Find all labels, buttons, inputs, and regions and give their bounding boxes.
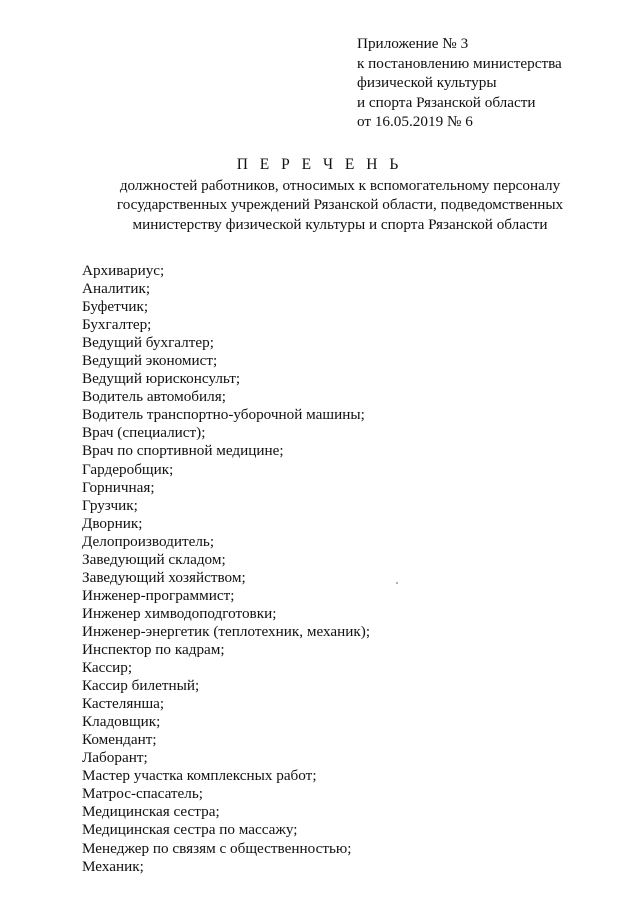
list-item: Инженер-программист; [82,586,235,604]
list-item: Матрос-спасатель; [82,785,204,803]
list-item: Инженер-энергетик (теплотехник, механик); [82,622,371,640]
list-item: Грузчик; [82,496,138,514]
document-subtitle [60,176,620,234]
document-title: П Е Р Е Ч Е Н Ь [236,156,403,173]
list-item: Аналитик; [82,280,151,298]
appendix-line: Приложение № 3 [357,35,469,52]
list-item: Дворник; [82,514,143,532]
scan-speck [396,582,398,584]
list-item: Кассир; [82,659,133,677]
list-item: Комендант; [82,731,157,749]
list-item: Делопроизводитель; [82,532,215,550]
list-item: Кастелянша; [82,695,165,713]
appendix-line: физической культуры [357,74,497,91]
subtitle-line: государственных учреждений Рязанской области, подведомственных [116,196,564,214]
appendix-block [357,34,627,132]
list-item: Водитель автомобиля; [82,388,226,406]
appendix-line: от 16.05.2019 № 6 [357,113,473,130]
list-item: Медицинская сестра по массажу; [82,821,298,839]
list-item: Буфетчик; [82,298,149,316]
subtitle-line: должностей работников, относимых к вспомогательному персоналу [119,177,561,194]
list-item: Ведущий бухгалтер; [82,334,214,352]
list-item: Бухгалтер; [82,316,152,334]
list-item: Горничная; [82,478,155,496]
positions-list [82,262,602,876]
list-item: Ведущий юрисконсульт; [82,370,241,388]
list-item: Врач (специалист); [82,424,206,442]
list-item: Ведущий экономист; [82,352,218,370]
appendix-line: и спорта Рязанской области [357,93,536,111]
list-item: Заведующий складом; [82,550,226,568]
list-item: Инспектор по кадрам; [82,640,225,658]
list-item: Кассир билетный; [82,677,200,695]
list-item: Инженер химводоподготовки; [82,604,277,622]
list-item: Медицинская сестра; [82,803,220,821]
list-item: Врач по спортивной медицине; [82,442,284,460]
list-item: Кладовщик; [82,713,161,731]
list-item: Гардеробщик; [82,460,174,478]
appendix-line: к постановлению министерства [357,54,562,72]
subtitle-line: министерству физической культуры и спорта Рязанской области [132,215,548,233]
list-item: Водитель транспортно-уборочной машины; [82,406,365,424]
list-item: Мастер участка комплексных работ; [82,767,317,785]
list-item: Заведующий хозяйством; [82,568,246,586]
list-item: Механик; [82,857,144,875]
list-item: Лаборант; [82,749,148,767]
list-item: Архивариус; [82,262,165,279]
list-item: Менеджер по связям с общественностью; [82,839,352,857]
